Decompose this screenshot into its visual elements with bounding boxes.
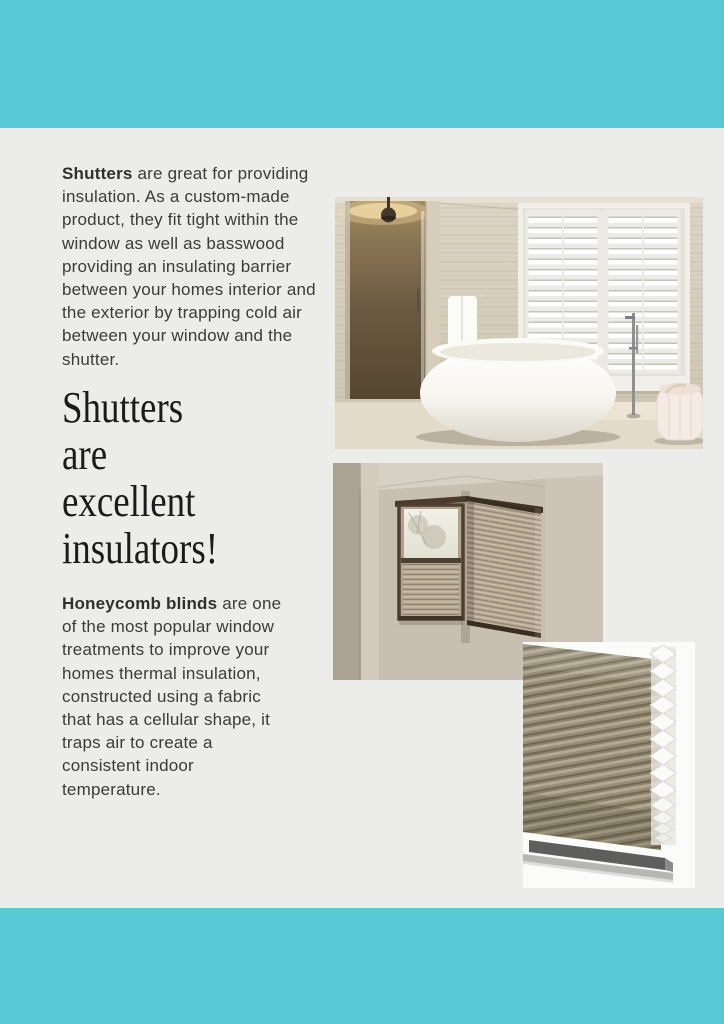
paragraph-line: temperature. — [62, 779, 161, 799]
paragraph-line: homes thermal insulation, — [62, 663, 261, 683]
headline-line: are — [62, 430, 108, 479]
honeycomb-paragraph — [62, 592, 347, 801]
paragraph-line: product, they fit tight within the — [62, 210, 299, 230]
right-corner-cellular-blind — [467, 496, 541, 638]
paragraph-line: Honeycomb blinds are one — [62, 594, 282, 613]
cellular-blind-lower — [403, 563, 459, 616]
headline — [62, 384, 218, 572]
paragraph-line: that has a cellular shape, it — [62, 710, 271, 730]
headline-line: Shutters — [62, 383, 184, 432]
paragraph-line: treatments to improve your — [62, 640, 270, 660]
shower-door-handle — [417, 289, 420, 313]
paragraph-line: providing an insulating barrier — [62, 256, 292, 276]
paragraph-line: consistent indoor — [62, 756, 194, 776]
photo-bathroom-shutters — [335, 197, 703, 449]
top-accent-band — [0, 0, 724, 128]
paragraph-lead: Honeycomb blinds — [62, 594, 218, 613]
honeycomb-cells — [650, 645, 676, 845]
basket — [654, 383, 703, 445]
headline-line: excellent — [62, 477, 196, 526]
shower-head — [381, 208, 396, 223]
paragraph-line: the exterior by trapping cold air — [62, 303, 303, 323]
paragraph-line: between your homes interior and — [62, 280, 316, 300]
paragraph-line: of the most popular window — [62, 617, 275, 637]
wall-corner-column — [333, 463, 359, 680]
paragraph-line: insulation. As a custom-made — [62, 187, 290, 207]
paragraph-line: between your window and the — [62, 326, 293, 346]
paragraph-line: window as well as basswood — [62, 233, 285, 253]
paragraph-line: traps air to create a — [62, 733, 213, 753]
left-corner-window — [399, 505, 463, 625]
headline-line: insulators! — [62, 524, 219, 573]
paragraph-line: Shutters are great for providing — [62, 164, 309, 183]
shutters-paragraph — [62, 162, 347, 371]
paragraph-line: shutter. — [62, 349, 120, 369]
shower-alcove — [337, 197, 440, 401]
shower-glass — [421, 211, 425, 399]
bathroom-illustration — [335, 197, 703, 449]
paragraph-lead: Shutters — [62, 164, 133, 183]
honeycomb-closeup-illustration — [523, 642, 695, 888]
photo-honeycomb-closeup — [523, 642, 695, 888]
bottom-accent-band — [0, 908, 724, 1024]
paragraph-line: constructed using a fabric — [62, 686, 261, 706]
